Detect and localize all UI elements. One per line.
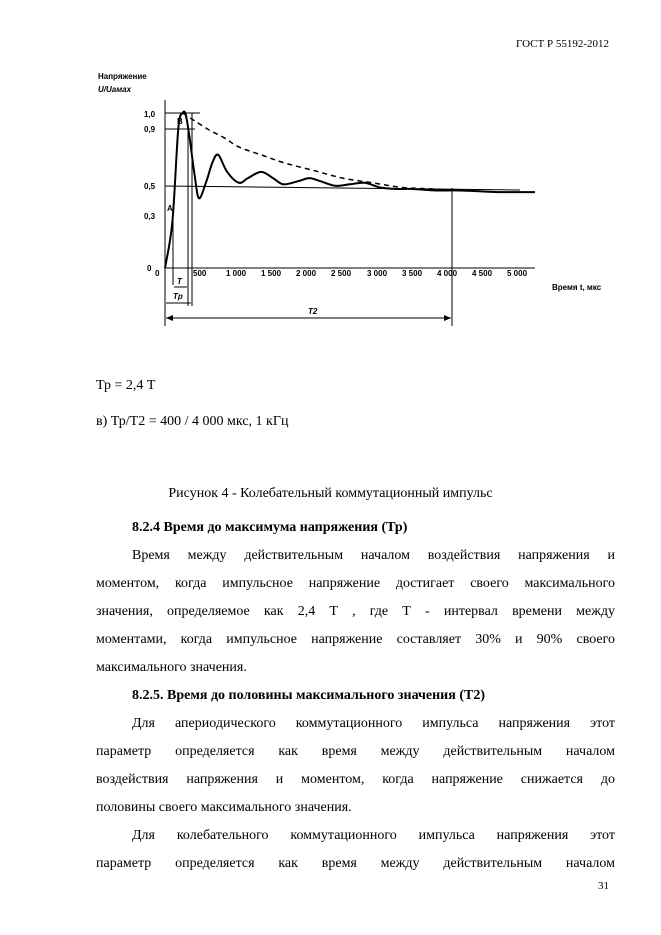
interval-label-t: T: [177, 277, 182, 286]
y-tick-label: 0,3: [144, 212, 156, 221]
x-tick-label: 4 500: [472, 269, 493, 278]
ratio-formula: в) Тр/Т2 = 400 / 4 000 мкс, 1 кГц: [96, 414, 289, 429]
x-tick-label: 2 500: [331, 269, 352, 278]
y-axis-unit: U/Uамах: [98, 85, 132, 94]
x-tick-label: 5 000: [507, 269, 528, 278]
section-heading: 8.2.5. Время до половины максимального значения (Т2): [132, 688, 485, 703]
paragraph-line: половины своего максимального значения.: [96, 800, 352, 815]
paragraph-line: Для колебательного коммутационного импульса напряжения этот: [132, 828, 615, 843]
ref-line-0-5: [165, 186, 520, 190]
paragraph-line: воздействия напряжения и моментом, когда напряжение снижается до: [96, 772, 615, 787]
paragraph-line: максимального значения.: [96, 660, 247, 675]
paragraph-line: моментами, когда импульсное напряжение составляет 30% и 90% своего: [96, 632, 615, 647]
section-8-2-4: [96, 514, 615, 878]
paragraph-line: Для апериодического коммутационного импульса напряжения этот: [132, 716, 615, 731]
x-tick-label: 4 000: [437, 269, 458, 278]
x-tick-label: 3 500: [402, 269, 423, 278]
x-tick-label: 2 000: [296, 269, 317, 278]
t2-arrowhead-icon: [444, 315, 451, 321]
y-tick-label: 0,9: [144, 125, 156, 134]
section-heading: 8.2.4 Время до максимума напряжения (Тр): [132, 520, 408, 535]
tp-formula: Тр = 2,4 Т: [96, 378, 156, 393]
standard-code-header: ГОСТ Р 55192-2012: [515, 38, 609, 50]
paragraph-line: значения, определяемое как 2,4 Т , где Т - интервал времени между: [96, 604, 615, 619]
paragraph-line: Время между действительным началом воздействия напряжения и: [132, 548, 615, 563]
y-tick-label: 1,0: [144, 110, 156, 119]
paragraph-line: моментом, когда импульсное напряжение достигает своего максимального: [96, 576, 615, 591]
paragraph-line: параметр определяется как время между действительным началом: [96, 856, 615, 871]
paragraph-line: параметр определяется как время между действительным началом: [96, 744, 615, 759]
x-tick-label: 0: [155, 269, 160, 278]
page-number: 31: [598, 880, 609, 892]
envelope-dashed-curve: [183, 113, 461, 191]
x-tick-label: 500: [193, 269, 207, 278]
y-tick-label: 0,5: [144, 182, 156, 191]
y-tick-label: 0: [147, 264, 152, 273]
point-label-b: B: [177, 117, 183, 126]
x-tick-label: 1 500: [261, 269, 282, 278]
interval-label-t2: T2: [308, 307, 318, 316]
x-tick-label: 1 000: [226, 269, 247, 278]
figure-caption: Рисунок 4 - Колебательный коммутационный импульс: [168, 486, 493, 501]
y-axis-title: Напряжение: [98, 72, 147, 81]
x-tick-label: 3 000: [367, 269, 388, 278]
point-label-a: A: [167, 204, 173, 213]
x-axis-label: Время t, мкс: [552, 283, 602, 292]
t2-arrowhead-icon: [166, 315, 173, 321]
interval-label-tp: Tp: [173, 292, 183, 301]
voltage-impulse-figure: [0, 0, 661, 360]
